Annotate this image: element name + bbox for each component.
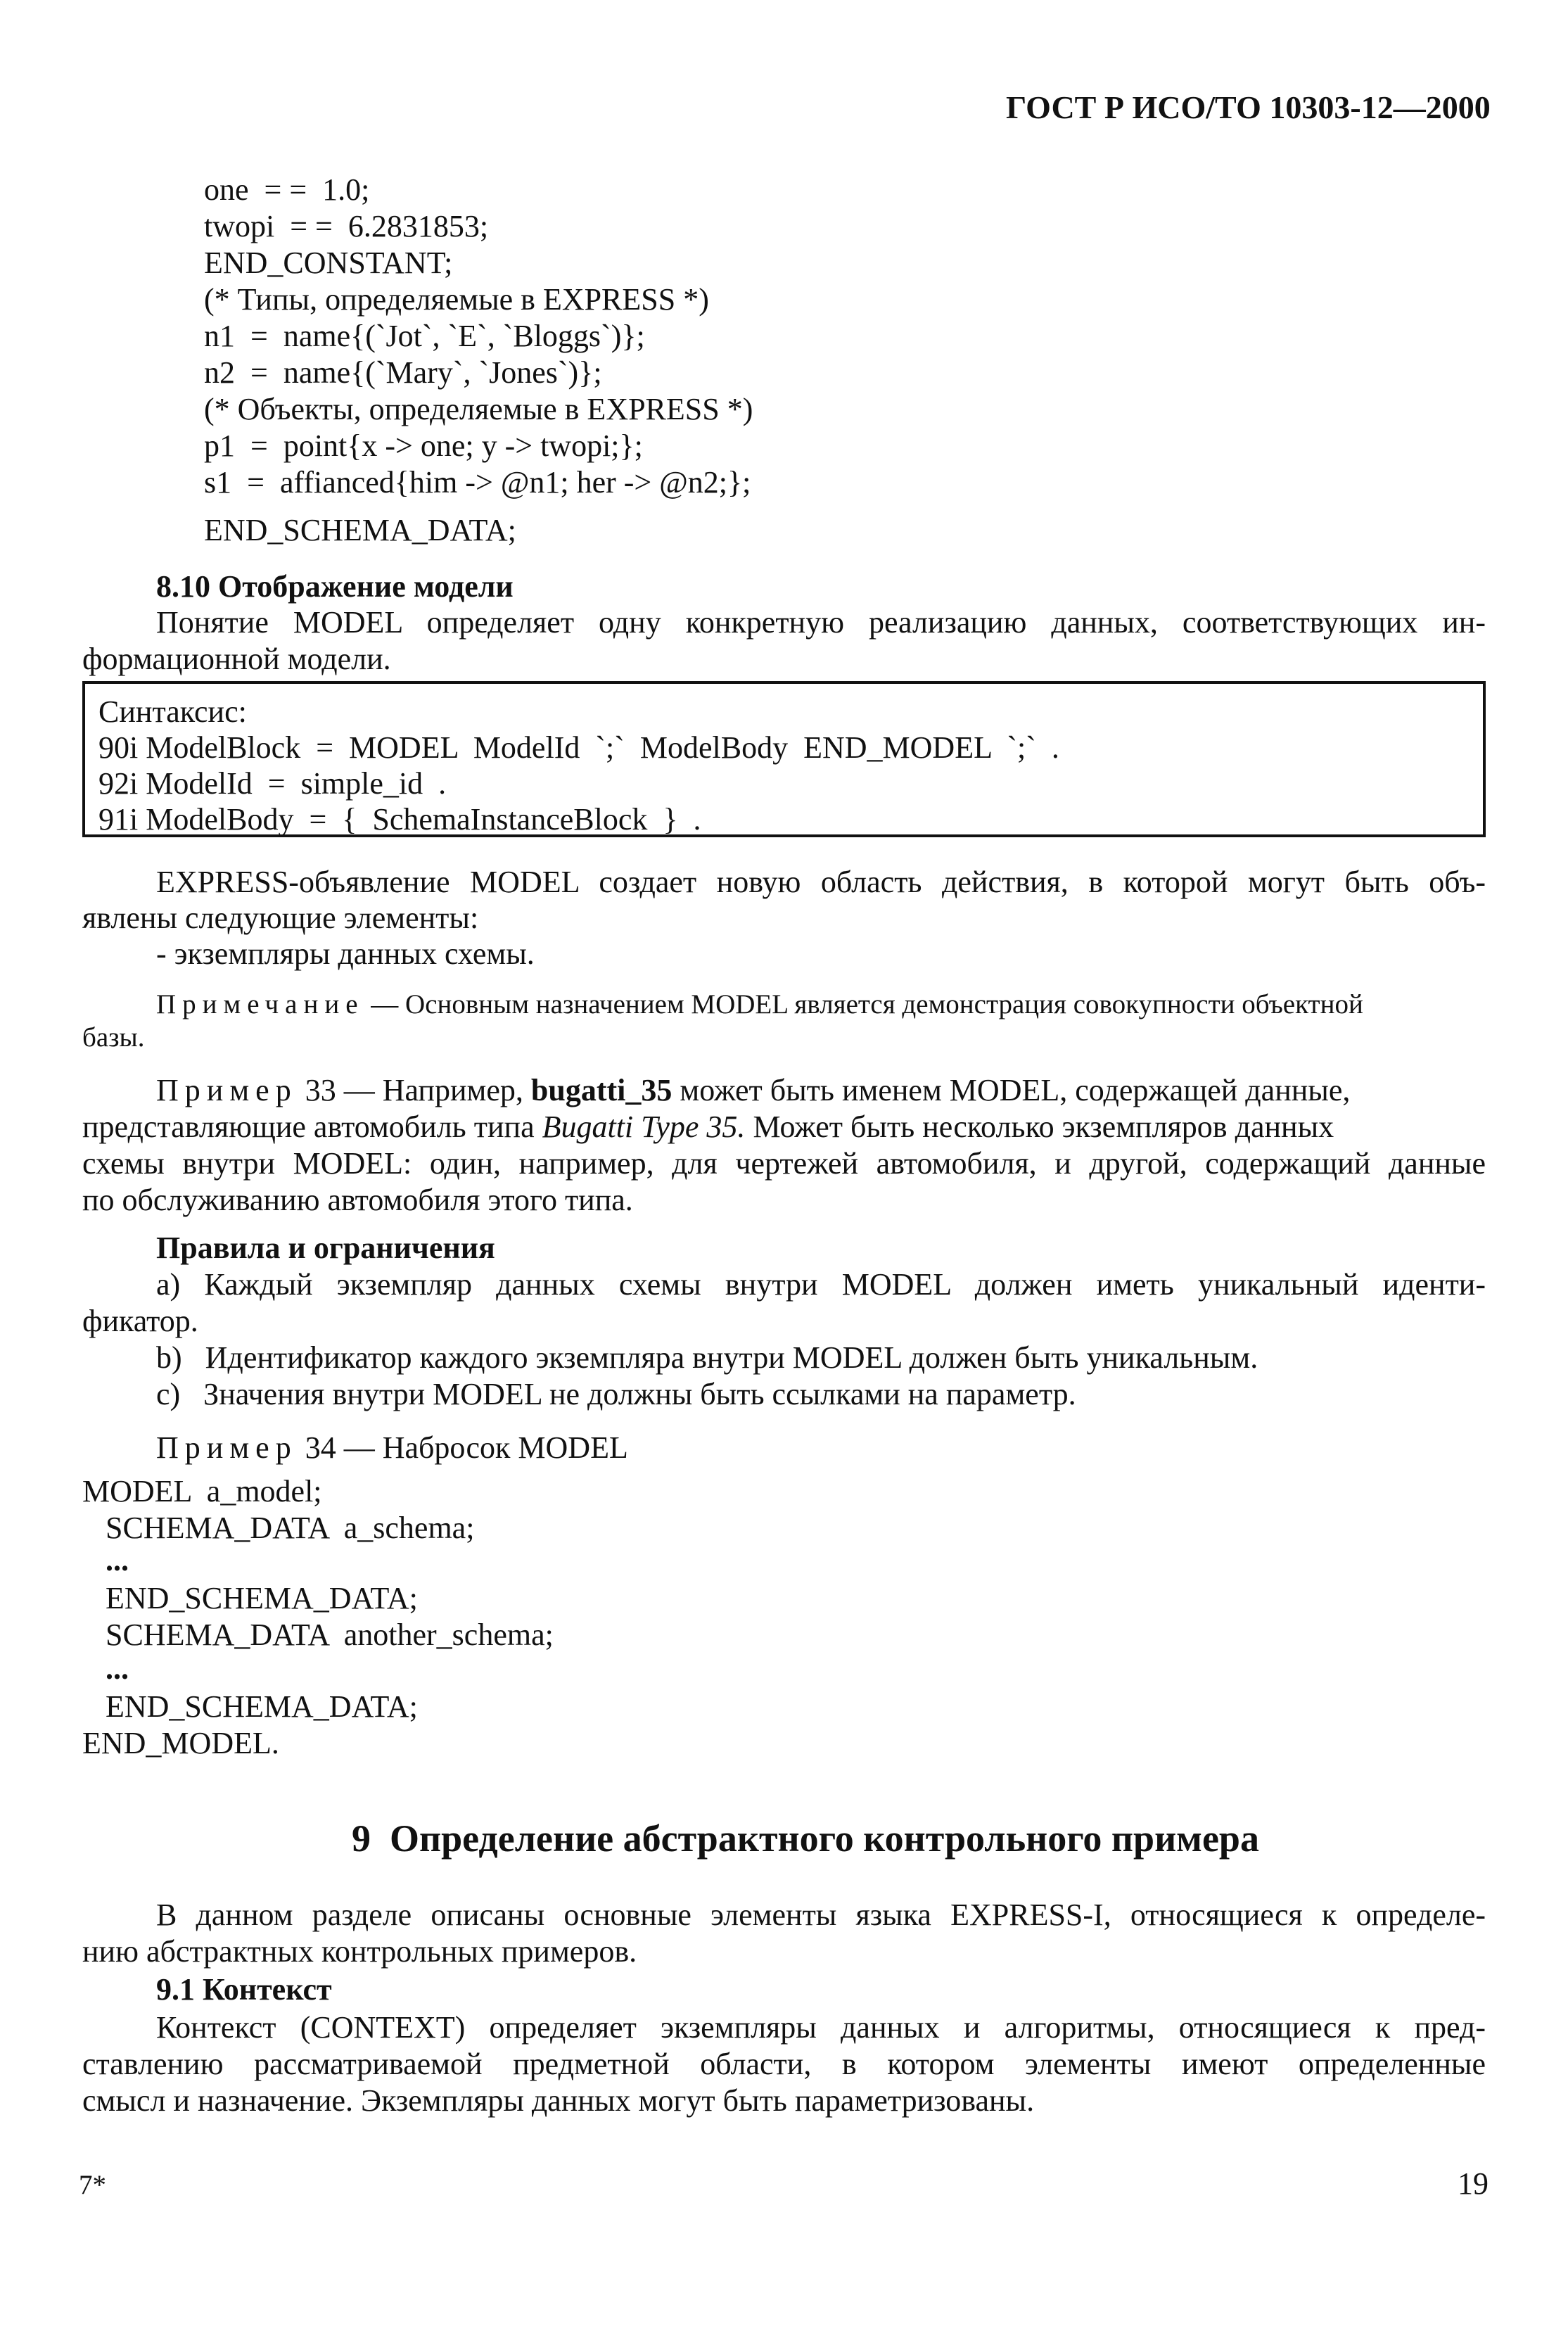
example-line	[156, 1075, 1350, 1106]
code-line: n1 = name{(`Jot`, `E`, `Bloggs`)};	[204, 319, 645, 353]
code-line: p1 = point{x -> one; y -> twopi;};	[204, 428, 643, 463]
section-heading: 8.10 Отображение модели	[156, 569, 514, 604]
document-header: ГОСТ Р ИСО/ТО 10303-12—2000	[1006, 89, 1491, 125]
example-text: 34 — Набросок MODEL	[297, 1430, 628, 1465]
example-label: Пример	[156, 1430, 298, 1465]
paragraph-line: формационной модели.	[82, 642, 391, 676]
code-line: MODEL a_model;	[82, 1474, 322, 1508]
code-line: ...	[82, 1651, 129, 1686]
note-text: — Основным назначением MODEL является демонстрация совокупности объектной	[364, 989, 1363, 1019]
note-line	[156, 991, 1363, 1018]
example-line: схемы внутри MODEL: один, например, для чертежей автомобиля, и другой, содержащий данные	[82, 1146, 1486, 1181]
example-line	[82, 1112, 1334, 1143]
syntax-rule: 91i ModelBody = { SchemaInstanceBlock } .	[98, 802, 701, 837]
code-line: s1 = affianced{him -> @n1; her -> @n2;};	[204, 465, 751, 500]
example-text: может быть именем MODEL, содержащей данные,	[672, 1073, 1351, 1107]
paragraph-line: Контекст (CONTEXT) определяет экземпляры данных и алгоритмы, относящиеся к пред-	[156, 2010, 1486, 2045]
section-heading: 9 Определение абстрактного контрольного примера	[352, 1817, 1259, 1860]
code-line: ...	[82, 1543, 129, 1577]
example-line	[156, 1432, 628, 1463]
rule-item: фикатор.	[82, 1304, 198, 1338]
syntax-rule: 90i ModelBlock = MODEL ModelId `;` ModelBody END_MODEL `;` .	[98, 730, 1059, 765]
code-line: SCHEMA_DATA a_schema;	[82, 1511, 475, 1545]
code-line: n2 = name{(`Mary`, `Jones`)};	[204, 355, 602, 390]
example-text: Может быть несколько экземпляров данных	[745, 1110, 1334, 1144]
syntax-rule: 92i ModelId = simple_id .	[98, 766, 447, 801]
code-line: END_MODEL.	[82, 1726, 279, 1760]
code-line: twopi = = 6.2831853;	[204, 209, 489, 243]
rule-item: b) Идентификатор каждого экземпляра внутри MODEL должен быть уникальным.	[156, 1340, 1258, 1375]
paragraph-line: нию абстрактных контрольных примеров.	[82, 1934, 637, 1969]
code-line: END_SCHEMA_DATA;	[82, 1581, 418, 1615]
code-line: END_SCHEMA_DATA;	[204, 513, 516, 547]
paragraph-line: Понятие MODEL определяет одну конкретную реализацию данных, соответствующих ин-	[156, 605, 1486, 640]
note-line: базы.	[82, 1022, 145, 1053]
example-label: Пример	[156, 1073, 298, 1107]
subsection-heading: 9.1 Контекст	[156, 1972, 332, 2007]
paragraph-line: EXPRESS-объявление MODEL создает новую область действия, в которой могут быть объ-	[156, 865, 1486, 899]
example-text: представляющие автомобиль типа	[82, 1110, 542, 1144]
paragraph-line: смысл и назначение. Экземпляры данных могут быть параметризованы.	[82, 2083, 1035, 2118]
rule-item: c) Значения внутри MODEL не должны быть ссылками на параметр.	[156, 1377, 1076, 1411]
paragraph-line: явлены следующие элементы:	[82, 901, 479, 935]
paragraph-line: ставлению рассматриваемой предметной области, в котором элементы имеют определенные	[82, 2047, 1486, 2081]
list-item: - экземпляры данных схемы.	[156, 936, 535, 971]
code-line: SCHEMA_DATA another_schema;	[82, 1618, 554, 1652]
code-line: one = = 1.0;	[204, 172, 370, 207]
page-number: 19	[1458, 2166, 1489, 2201]
paragraph-line: В данном разделе описаны основные элементы языка EXPRESS-I, относящиеся к определе-	[156, 1898, 1486, 1932]
footer-mark: 7*	[79, 2170, 106, 2200]
example-line: по обслуживанию автомобиля этого типа.	[82, 1183, 633, 1217]
note-label: Примечание	[156, 989, 364, 1019]
car-type: Bugatti Type 35.	[542, 1110, 746, 1144]
code-line: (* Объекты, определяемые в EXPRESS *)	[204, 392, 753, 426]
code-line: END_CONSTANT;	[204, 246, 453, 280]
rule-item: a) Каждый экземпляр данных схемы внутри MODEL должен иметь уникальный иденти-	[156, 1267, 1486, 1302]
syntax-label: Синтаксис:	[98, 694, 247, 729]
example-text: 33 — Например,	[297, 1073, 531, 1107]
rules-heading: Правила и ограничения	[156, 1231, 495, 1265]
code-line: END_SCHEMA_DATA;	[82, 1689, 418, 1724]
model-name: bugatti_35	[530, 1073, 673, 1107]
code-line: (* Типы, определяемые в EXPRESS *)	[204, 282, 709, 317]
